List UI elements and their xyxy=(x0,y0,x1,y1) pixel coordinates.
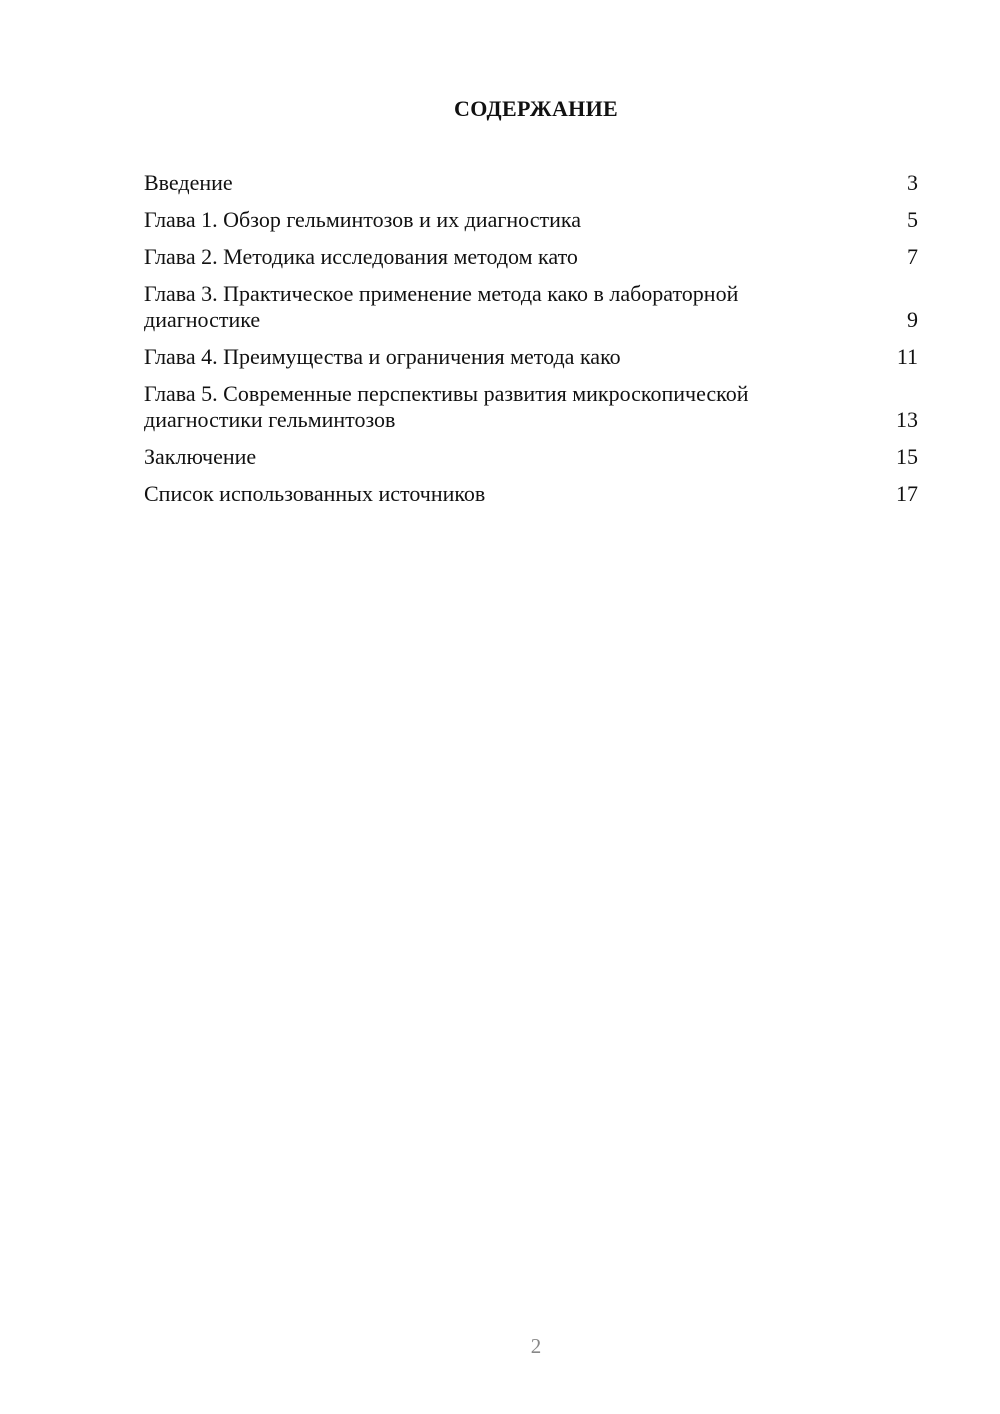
toc-entry-page: 7 xyxy=(907,244,918,269)
toc-entry-introduction xyxy=(144,170,918,196)
toc-entry-text: Введение xyxy=(144,170,233,195)
toc-entry-page: 3 xyxy=(907,170,918,195)
toc-entry-text: Глава 1. Обзор гельминтозов и их диагностика xyxy=(144,207,581,232)
toc-entry-conclusion xyxy=(144,444,918,470)
page-number: 2 xyxy=(530,1334,542,1358)
toc-entry-text: Глава 5. Современные перспективы развития микроскопической диагностики гельминтозов xyxy=(144,381,749,432)
toc-entry-text: Глава 2. Методика исследования методом като xyxy=(144,244,578,269)
page-title: СОДЕРЖАНИЕ xyxy=(454,96,618,121)
toc-entry-chapter-1 xyxy=(144,207,918,233)
toc-entry-page: 15 xyxy=(896,444,918,469)
toc-entry-text: Список использованных источников xyxy=(144,481,486,506)
toc-entry-text: Заключение xyxy=(144,444,257,469)
toc-entry-text: Глава 4. Преимущества и ограничения метода како xyxy=(144,344,621,369)
toc-entry-chapter-3 xyxy=(144,281,918,333)
toc-entry-page: 5 xyxy=(907,207,918,232)
toc-entry-text: Глава 3. Практическое применение метода како в лабораторной диагностике xyxy=(144,281,739,332)
toc-entry-page: 11 xyxy=(896,344,918,369)
toc-entry-references xyxy=(144,481,918,507)
toc-entry-chapter-2 xyxy=(144,244,918,270)
toc-entry-chapter-4 xyxy=(144,344,918,370)
toc-entry-page: 17 xyxy=(896,481,918,506)
toc-entry-page: 9 xyxy=(907,307,918,332)
toc-entry-page: 13 xyxy=(896,407,918,432)
table-of-contents xyxy=(144,170,918,518)
toc-entry-chapter-5 xyxy=(144,381,918,433)
